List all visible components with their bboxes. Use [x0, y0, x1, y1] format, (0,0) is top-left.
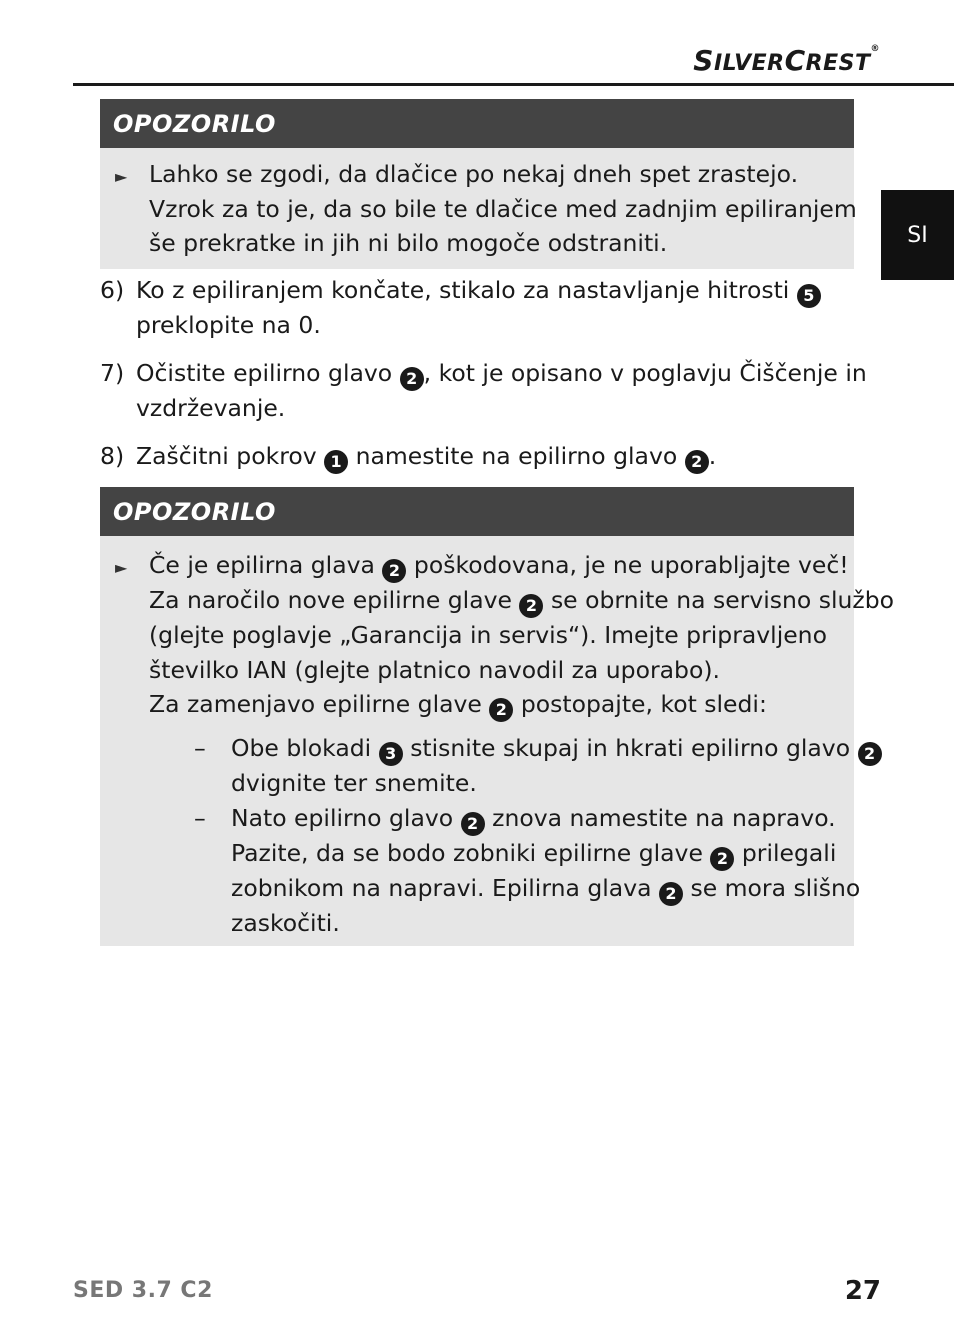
step-text: , kot je opisano v poglavju Čiščenje in: [423, 359, 867, 387]
logo-ilver: ILVER: [713, 51, 785, 76]
silvercrest-logo: [693, 44, 880, 77]
warning-line: Vzrok za to je, da so bile te dlačice med zadnjim epiliranjem: [149, 194, 857, 223]
logo-rest: REST: [805, 51, 871, 76]
warning-text: postopajte, kot sledi:: [520, 690, 767, 719]
warning-title: OPOZORILO: [100, 487, 854, 536]
warning-text: se obrnite na servisno službo: [550, 586, 895, 614]
warning-text: (glejte poglavje „Garancija in servis“). Imejte pripravljeno: [149, 621, 827, 649]
step-text: Zaščitni pokrov: [136, 442, 317, 470]
ref-2-icon: 2: [382, 559, 406, 583]
step-number: 7): [100, 359, 125, 387]
step-number: 6): [100, 276, 125, 304]
sub-step-text: znova namestite na napravo.: [492, 803, 836, 832]
arrow-icon: ►: [115, 167, 128, 186]
dash-bullet: –: [194, 734, 206, 763]
sub-step-2: [100, 801, 861, 941]
sub-step-text: Nato epilirno glavo: [231, 803, 454, 832]
warning-line: Lahko se zgodi, da dlačice po nekaj dneh spet zrastejo.: [149, 160, 799, 188]
warning-body: [100, 536, 895, 946]
header-rule: [73, 83, 954, 86]
warning-text: Če je epilirna glava: [149, 551, 375, 579]
sub-step-text: Pazite, da se bodo zobniki epilirne glave: [231, 838, 703, 867]
warning-text: številko IAN (glejte platnico navodil za uporabo).: [149, 655, 720, 684]
warning-title: OPOZORILO: [100, 99, 854, 148]
ref-1-icon: 1: [324, 450, 348, 474]
step-text: Očistite epilirno glavo: [136, 359, 393, 387]
step-7: [100, 356, 867, 426]
step-number: 8): [100, 442, 125, 470]
sub-step-text: zobnikom na napravi. Epilirna glava: [231, 873, 652, 902]
ref-2-icon: 2: [710, 847, 734, 871]
sub-step-1: [100, 731, 876, 801]
step-text: .: [708, 442, 717, 470]
warning-text: Za zamenjavo epilirne glave: [149, 690, 482, 719]
sub-step-text: se mora slišno: [690, 873, 861, 902]
arrow-icon: ►: [115, 558, 128, 577]
sub-step-text: stisnite skupaj in hkrati epilirno glavo: [410, 734, 851, 763]
language-tab: SI: [881, 190, 954, 280]
dash-bullet: –: [194, 803, 206, 832]
sub-step-text: prilegali: [741, 838, 837, 867]
warning-box-2: [100, 487, 895, 946]
sub-step-text: dvignite ter snemite.: [231, 769, 477, 798]
step-8: [100, 439, 854, 474]
warning-line: še prekratke in jih ni bilo mogoče odstraniti.: [149, 229, 668, 258]
ref-5-icon: 5: [797, 284, 821, 308]
warning-box-1: [100, 99, 857, 269]
step-text: preklopite na 0.: [136, 311, 321, 339]
sub-step-text: Obe blokadi: [231, 734, 372, 763]
ref-2-icon: 2: [519, 594, 543, 618]
page-number: 27: [844, 1276, 881, 1306]
ref-2-icon: 2: [489, 698, 513, 722]
ref-2-icon: 2: [461, 812, 485, 836]
ref-3-icon: 3: [379, 742, 403, 766]
ref-2-icon: 2: [400, 367, 424, 391]
logo-c: C: [784, 44, 806, 77]
logo-registered: ®: [870, 44, 880, 54]
warning-text: poškodovana, je ne uporabljajte več!: [413, 551, 849, 579]
step-text: namestite na epilirno glavo: [355, 442, 678, 470]
sub-step-text: zaskočiti.: [231, 908, 340, 937]
warning-body: [100, 148, 857, 269]
model-number: SED 3.7 C2: [73, 1278, 213, 1303]
step-6: [100, 273, 854, 343]
step-text: Ko z epiliranjem končate, stikalo za nastavljanje hitrosti: [136, 276, 790, 304]
ref-2-icon: 2: [659, 882, 683, 906]
logo-s: S: [693, 44, 714, 77]
warning-text: Za naročilo nove epilirne glave: [149, 586, 512, 614]
step-text: vzdrževanje.: [136, 394, 286, 422]
ref-2-icon: 2: [685, 450, 709, 474]
ref-2-icon: 2: [858, 742, 882, 766]
